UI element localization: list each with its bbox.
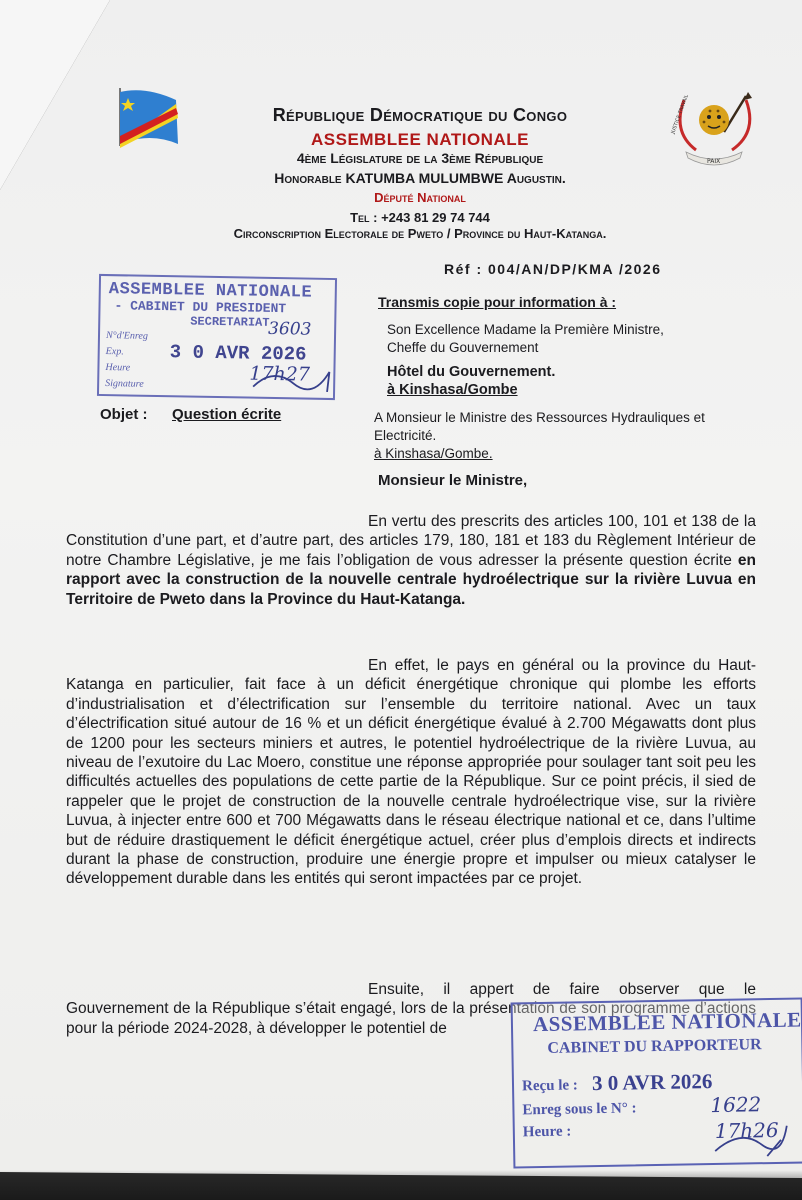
emblem-banner-text: JUSTICE TRAVAIL: [670, 93, 691, 135]
to-line1: A Monsieur le Ministre des Ressources Hydrauliques et: [374, 410, 705, 425]
header-legislature: 4ème Législature de la 3ème République: [296, 150, 544, 166]
stamp1-label-exp: Exp.: [105, 346, 124, 358]
coat-of-arms-icon: [666, 92, 762, 176]
header-tel: Tel : +243 81 29 74 744: [350, 210, 490, 225]
stamp1-line1: ASSEMBLEE NATIONALE: [108, 280, 313, 303]
stamp1-signature-icon: [249, 361, 334, 396]
stamp1-line2: - CABINET DU PRESIDENT: [114, 298, 287, 317]
stamp1-label-signature: Signature: [105, 378, 144, 390]
stamp2-line2: CABINET DU RAPPORTEUR: [547, 1036, 762, 1057]
stamp1-date: 3 0 AVR 2026: [169, 341, 307, 366]
stamp2-recu: Reçu le :: [521, 1077, 578, 1095]
paragraph-2-text: En effet, le pays en général ou la province du Haut-Katanga en particulier, fait face à un déficit énergétique chronique qui plombe les efforts d’industrialisation et d’électrification sur l’ensemble du territoire national. Avec un taux d’électrification situé autour de 16 % et un déficit énergétique évalué à 2.700 Mégawatts dont plus de 1200 pour les secteurs miniers et autres, le potentiel hydroélectrique de la rivière Luvua, au niveau de l’exutoire du Lac Moero, constitue une réponse appropriée pour soulager tant soit peu les difficultés actuelles des populations de cette partie de la République. Sur ce point précis, il sied de rappeler que le projet de construction de la nouvelle centrale hydroélectrique vise, sur la rivière Luvua, à injecter entre 600 et 700 Mégawatts dans le réseau électrique national et ce, dans l’ultime but de réduire drastiquement le déficit énergétique actuel, créer plus d’emplois directs et indirects durant la phase de construction, produire une énergie propre et impulser ou mieux catalyser le développement durable dans les entités qui seront impactées par ce projet.: [66, 657, 756, 888]
to-line2: Electricité.: [374, 428, 437, 443]
copy-intro: Transmis copie pour information à :: [378, 294, 617, 310]
copy-place: Hôtel du Gouvernement.: [387, 364, 556, 380]
stamp2-handwritten-time: 17h26: [714, 1117, 779, 1144]
stamp1-label-enreg: N°d'Enreg: [105, 330, 148, 342]
photo-bottom-shadow: [0, 1170, 802, 1200]
header-constituency: Circonscription Electorale de Pweto / Province du Haut-Katanga.: [233, 226, 607, 241]
copy-city: à Kinshasa/Gombe: [387, 382, 518, 398]
stamp2-heure: Heure :: [522, 1123, 572, 1141]
header-member: Honorable KATUMBA MULUMBWE Augustin.: [274, 170, 566, 186]
objet-label: Objet :: [100, 406, 148, 423]
stamp2-line1: ASSEMBLEE NATIONALE: [532, 1007, 802, 1037]
paragraph-1-text: En vertu des prescrits des articles 100, 101 et 138 de la Constitution d’une part, et d’autre part, des articles 179, 180, 181 et 183 du Règlement Intérieur de notre Chambre Législative, je me fais l’obligation de vous adresser la présente question écrite: [66, 513, 756, 569]
stamp2-date: 3 0 AVR 2026: [591, 1069, 713, 1096]
stamp1-line3: SECRETARIAT: [190, 314, 270, 330]
salutation: Monsieur le Ministre,: [378, 472, 528, 489]
header-country: République Démocratique du Congo: [272, 105, 568, 125]
paragraph-2: [66, 656, 756, 889]
stamp1-handwritten-time: 17h27: [249, 362, 311, 386]
reference-number: Réf : 004/AN/DP/KMA /2026: [444, 261, 662, 277]
stamp2-enreg: Enreg sous le N° :: [522, 1100, 637, 1119]
stamp2-handwritten-number: 1622: [710, 1092, 762, 1118]
copy-line1: Son Excellence Madame la Première Ministre,: [387, 322, 664, 337]
emblem-motto: PAIX: [707, 158, 721, 165]
stamp-cabinet-rapporteur: [511, 997, 802, 1168]
stamp1-enreg-number: 3603: [267, 318, 312, 340]
stamp1-label-heure: Heure: [105, 362, 131, 374]
paragraph-1-bold: en rapport avec la construction de la nouvelle centrale hydroélectrique sur la rivière Luvua en Territoire de Pweto dans la Province du Haut-Katanga.: [66, 551, 756, 608]
stamp2-signature-icon: [711, 1117, 792, 1161]
stamp-cabinet-president: [97, 274, 337, 400]
paragraph-1: [66, 512, 756, 609]
objet-value: Question écrite: [172, 406, 282, 423]
paragraph-3-text: Ensuite, il appert de faire observer que le Gouvernement de la République s’était engagé, lors de la présentation de son programme d’actions pour la période 2024-2028, à développer le potentiel de: [66, 981, 756, 1037]
header-assembly: ASSEMBLEE NATIONALE: [311, 130, 529, 149]
to-city: à Kinshasa/Gombe.: [374, 446, 493, 461]
copy-line2: Cheffe du Gouvernement: [387, 340, 539, 355]
header-role: Député National: [374, 190, 466, 205]
